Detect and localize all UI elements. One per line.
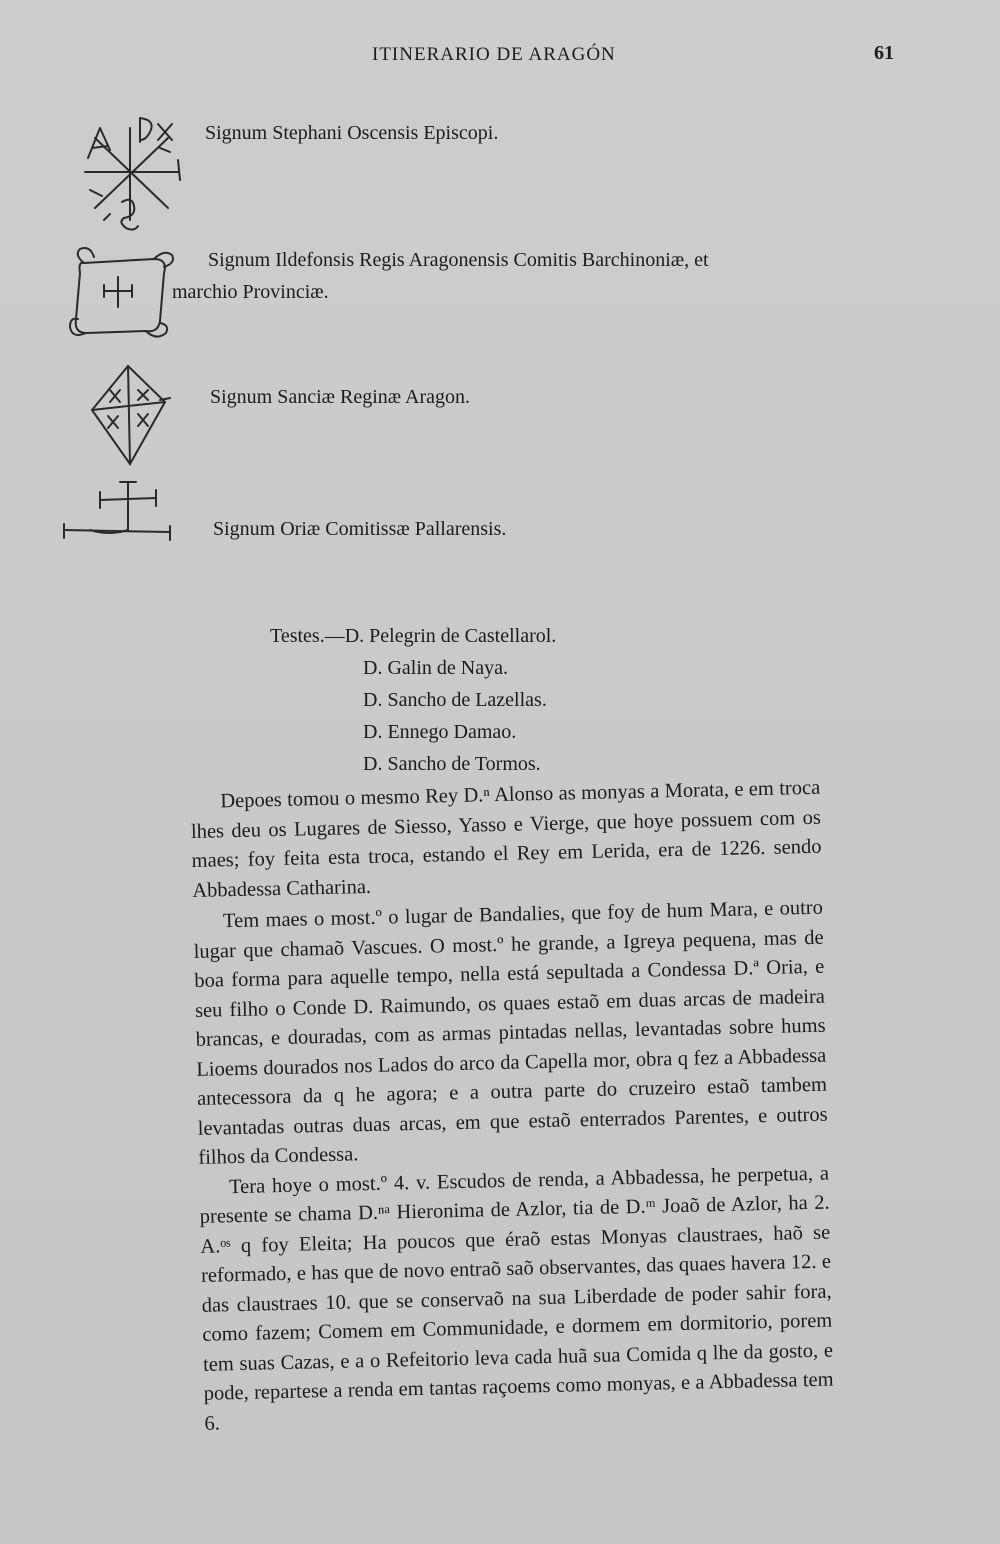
cross-star-monogram-icon xyxy=(60,110,195,240)
cross-base-icon xyxy=(60,478,185,568)
paragraph: Depoes tomou o mesmo Rey D.ⁿ Alonso as monyas a Morata, e em troca lhes deu os Lugares de Siesso, Yasso e Vierge, que hoye possuem com os maes; foy feita esta troca, estando el Rey em Lerida, era de 1226. sendo Abbadessa Catharina. xyxy=(190,776,822,902)
witness-item: D. Ennego Damao. xyxy=(363,721,517,743)
running-head xyxy=(0,42,1000,72)
signature-caption: Signum Oriæ Comitissæ Pallarensis. xyxy=(213,518,507,540)
paragraph: Tem maes o most.º o lugar de Bandalies, que foy de hum Mara, e outro lugar que chamaõ Vascues. O most.º he grande, a Igreya pequena, mas de boa forma para aquelle tempo, nella está sepultada a Condessa D.ª Oria, e seu filho o Conde D. Raimundo, os quaes estaõ em duas arcas de madeira brancas, e douradas, com as armas pintadas nellas, levantadas sobre hums Lioems dourados nos Lados do arco da Capella mor, obra q fez a Abbadessa antecessora da q he agora; e a outra parte do cruzeiro estaõ tambem levantadas outras duas arcas, em que estaõ enterrados Parentes, e outros filhos da Condessa. xyxy=(193,896,828,1169)
witness-item: D. Sancho de Lazellas. xyxy=(363,689,547,711)
scroll-cross-icon xyxy=(60,245,178,340)
signature-caption: Signum Stephani Oscensis Episcopi. xyxy=(205,122,499,144)
witness-list xyxy=(270,620,556,780)
paragraph: Tera hoye o most.º 4. v. Escudos de renda, a Abbadessa, he perpetua, a presente se chama D.ⁿᵃ Hieronima de Azlor, tia de D.ᵐ Joaõ de Azlor, ha 2. A.ᵒˢ q foy Eleita; Ha poucos que éraõ estas Monyas claustraes, haõ se reformado, e has que de novo entraõ saõ observantes, das quaes havera 12. e das claustraes 10. que se conservaõ na sua Liberdade de poder sahir fora, como fazem; Comem em Communidade, e dormem em dormitorio, porem tem suas Cazas, e a o Refeitorio leva cada huã sua Comida q lhe da gosto, e pode, repartese a renda em tantas raçoems como monyas, e a Abbadessa tem 6. xyxy=(199,1162,834,1435)
signature-ildefonsis xyxy=(60,245,840,340)
witness-item: D. Sancho de Tormos. xyxy=(363,753,541,775)
signature-sanciae xyxy=(60,360,840,470)
page-number: 61 xyxy=(874,42,894,64)
signature-caption-line2: marchio Provinciæ. xyxy=(172,281,329,303)
signature-oriae xyxy=(60,478,840,568)
diamond-cross-icon xyxy=(60,360,200,470)
body-text xyxy=(190,774,835,1439)
witness-item: D. Galin de Naya. xyxy=(363,657,508,679)
witness-heading: Testes.—D. Pelegrin de Castellarol. xyxy=(270,625,557,647)
signature-stephani xyxy=(60,110,840,240)
signature-caption: Signum Sanciæ Reginæ Aragon. xyxy=(210,386,470,408)
running-title: ITINERARIO DE ARAGÓN xyxy=(372,44,616,65)
signature-caption-line1: Signum Ildefonsis Regis Aragonensis Comitis Barchinoniæ, et xyxy=(208,249,709,271)
